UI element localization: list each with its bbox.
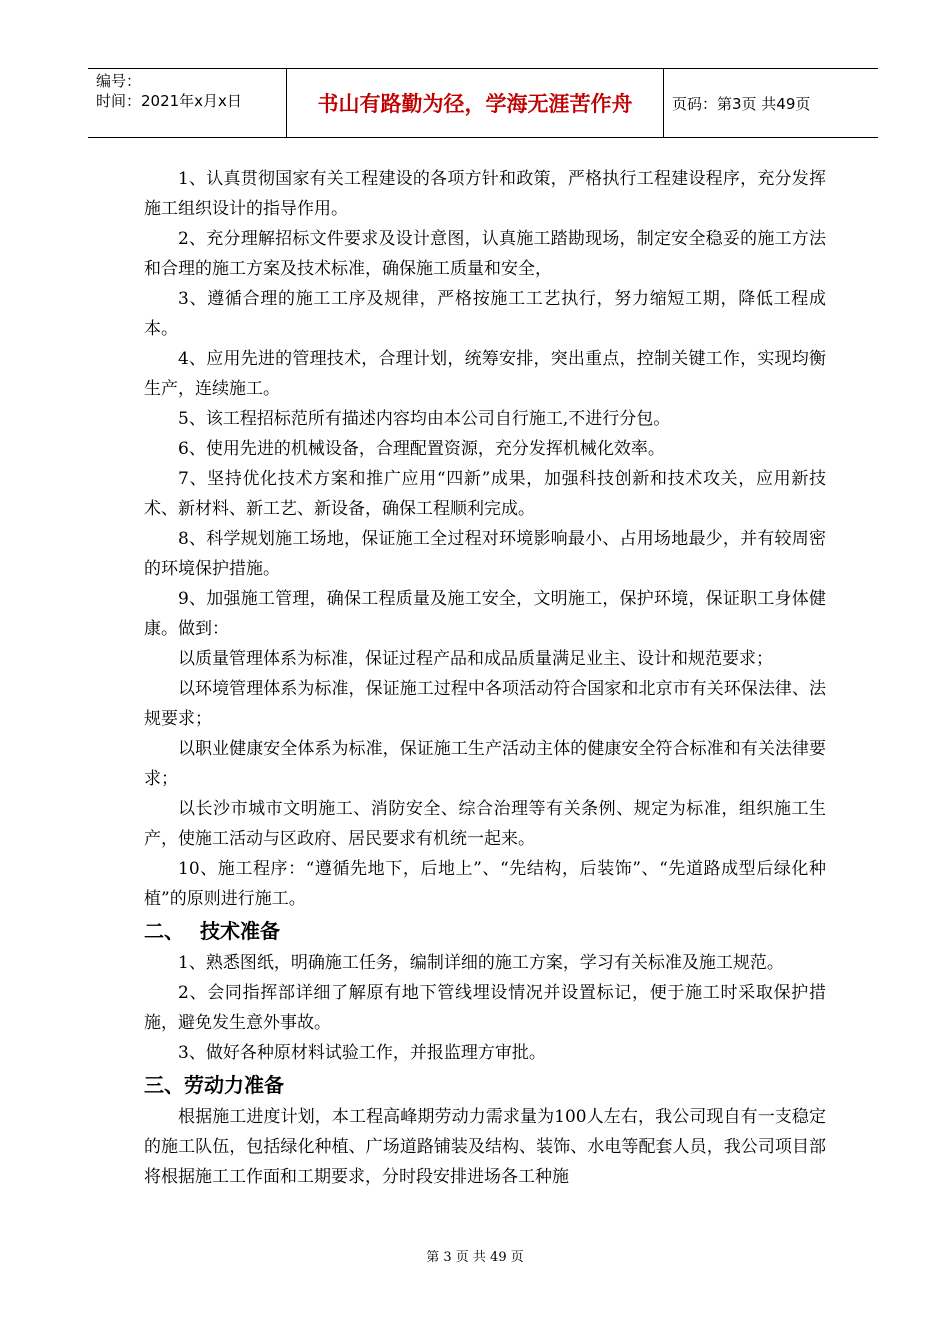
paragraph: 1、熟悉图纸，明确施工任务，编制详细的施工方案，学习有关标准及施工规范。 bbox=[178, 953, 784, 973]
header-page-label: 页码：第3页 共49页 bbox=[672, 94, 811, 113]
paragraph: 8、科学规划施工场地，保证施工全过程对环境影响最小、占用场地最少，并有较周密的环境保护措施。 bbox=[144, 529, 826, 579]
paragraph: 1、认真贯彻国家有关工程建设的各项方针和政策，严格执行工程建设程序，充分发挥施工组织设计的指导作用。 bbox=[144, 169, 826, 219]
paragraph: 以职业健康安全体系为标准，保证施工生产活动主体的健康安全符合标准和有关法律要求； bbox=[144, 739, 826, 789]
section-title: 技术准备 bbox=[200, 919, 280, 943]
paragraph: 根据施工进度计划，本工程高峰期劳动力需求量为100人左右，我公司现自有一支稳定的施工队伍，包括绿化种植、广场道路铺装及结构、装饰、水电等配套人员，我公司项目部将根据施工工作面和工期要求，分时段安排进场各工种施 bbox=[144, 1107, 826, 1187]
paragraph: 4、应用先进的管理技术，合理计划，统筹安排，突出重点，控制关键工作，实现均衡生产，连续施工。 bbox=[144, 349, 826, 399]
header-motto: 书山有路勤为径，学海无涯苦作舟 bbox=[286, 69, 664, 137]
page-footer: 第 3 页 共 49 页 bbox=[426, 1250, 524, 1265]
code-label: 编号： bbox=[96, 72, 142, 90]
paragraph: 3、遵循合理的施工工序及规律，严格按施工工艺执行，努力缩短工期，降低工程成本。 bbox=[144, 289, 826, 339]
page-header bbox=[88, 68, 878, 138]
section-number: 二、 bbox=[144, 919, 184, 943]
section-heading-technical bbox=[144, 914, 826, 948]
paragraph: 3、做好各种原材料试验工作，并报监理方审批。 bbox=[178, 1043, 546, 1063]
header-meta bbox=[88, 69, 286, 137]
paragraph: 7、坚持优化技术方案和推广应用“四新”成果，加强科技创新和技术攻关，应用新技术、新材料、新工艺、新设备，确保工程顺利完成。 bbox=[144, 469, 826, 519]
paragraph: 以长沙市城市文明施工、消防安全、综合治理等有关条例、规定为标准，组织施工生产，使施工活动与区政府、居民要求有机统一起来。 bbox=[144, 799, 826, 849]
time-label: 时间：2021年x月x日 bbox=[96, 92, 242, 110]
paragraph: 9、加强施工管理，确保工程质量及施工安全，文明施工，保护环境，保证职工身体健康。做到： bbox=[144, 589, 826, 639]
paragraph: 5、该工程招标范所有描述内容均由本公司自行施工,不进行分包。 bbox=[178, 409, 671, 429]
paragraph: 2、会同指挥部详细了解原有地下管线埋设情况并设置标记，便于施工时采取保护措施，避免发生意外事故。 bbox=[144, 983, 826, 1033]
paragraph: 6、使用先进的机械设备，合理配置资源，充分发挥机械化效率。 bbox=[178, 439, 665, 459]
paragraph: 以质量管理体系为标准，保证过程产品和成品质量满足业主、设计和规范要求； bbox=[178, 649, 773, 669]
section-heading-labor: 三、劳动力准备 bbox=[144, 1073, 284, 1097]
paragraph: 10、施工程序：“遵循先地下，后地上”、“先结构，后装饰”、“先道路成型后绿化种植”的原则进行施工。 bbox=[144, 859, 826, 909]
paragraph: 以环境管理体系为标准，保证施工过程中各项活动符合国家和北京市有关环保法律、法规要求； bbox=[144, 679, 826, 729]
paragraph: 2、充分理解招标文件要求及设计意图，认真施工踏勘现场，制定安全稳妥的施工方法和合理的施工方案及技术标准，确保施工质量和安全， bbox=[144, 229, 826, 279]
document-body bbox=[144, 164, 826, 1192]
